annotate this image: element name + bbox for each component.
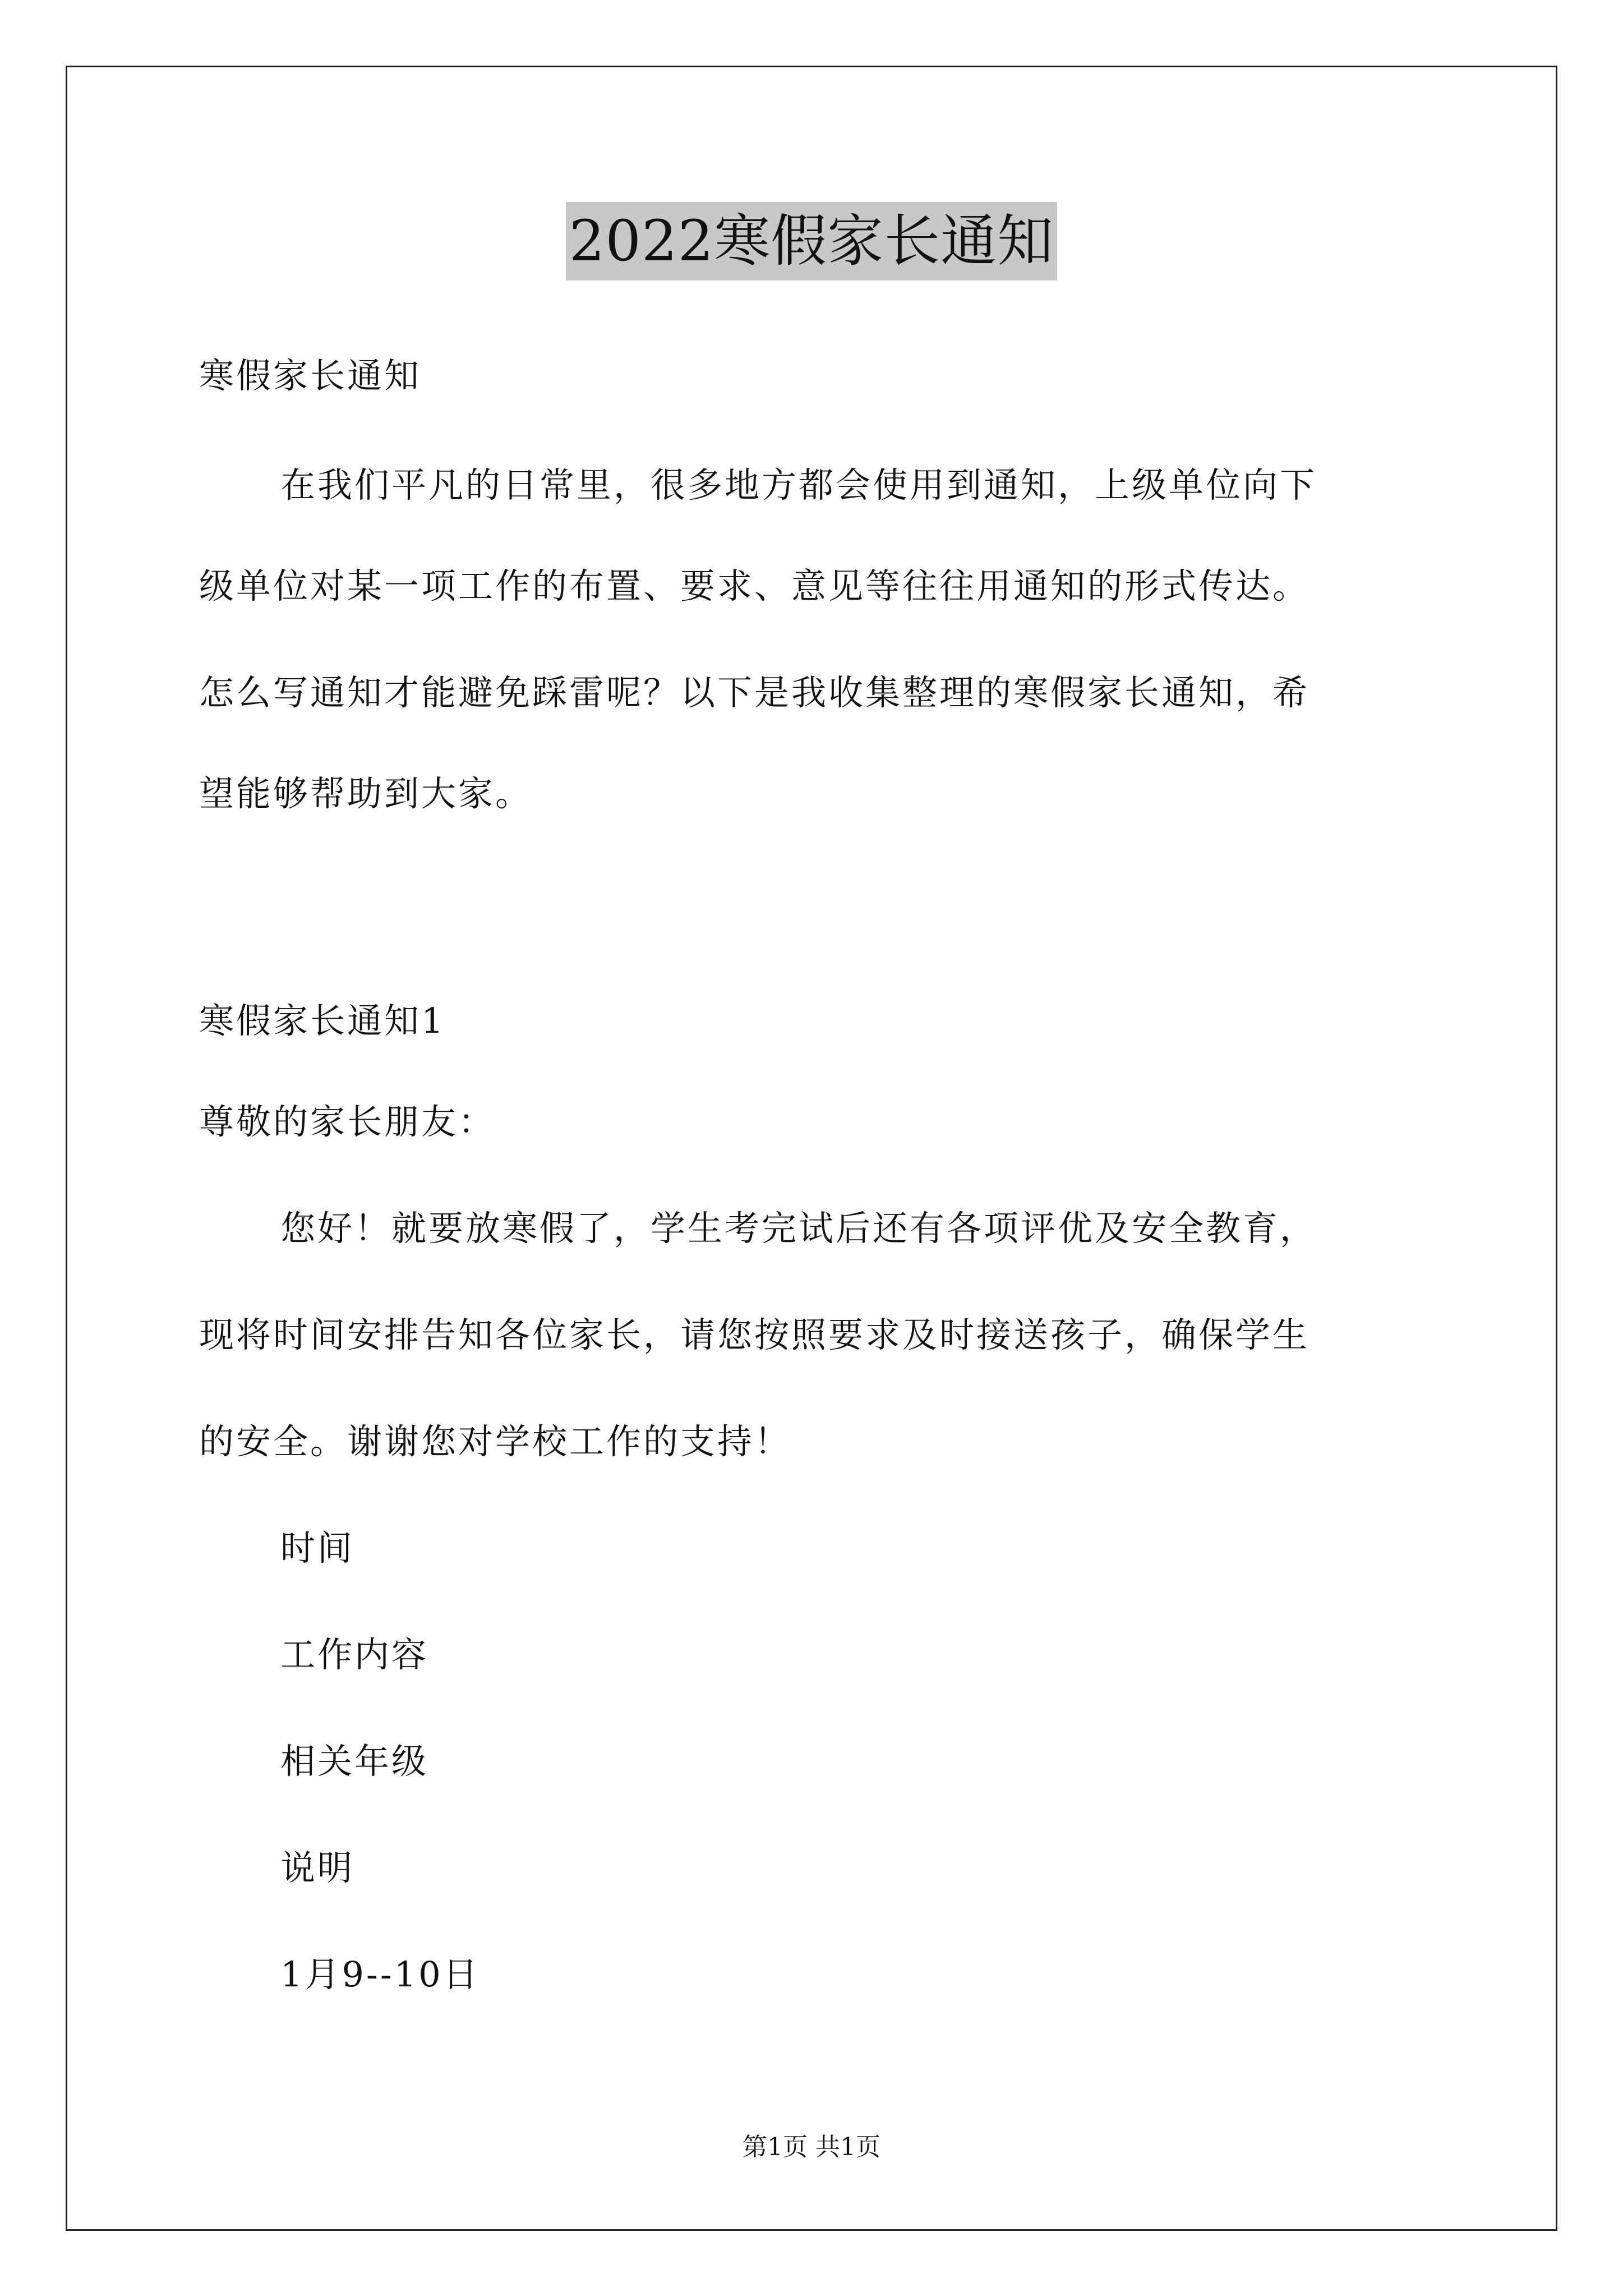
body-line: 现将时间安排告知各位家长，请您按照要求及时接送孩子，确保学生 bbox=[199, 1314, 1310, 1355]
intro-line: 在我们平凡的日常里，很多地方都会使用到通知，上级单位向下 bbox=[280, 464, 1317, 505]
title-container bbox=[0, 202, 1623, 280]
document-title: 2022寒假家长通知 bbox=[566, 202, 1058, 280]
intro-line: 怎么写通知才能避免踩雷呢？以下是我收集整理的寒假家长通知，希 bbox=[199, 672, 1310, 713]
intro-line: 望能够帮助到大家。 bbox=[199, 773, 533, 814]
table-item-date: 1月9--10日 bbox=[280, 1954, 480, 1995]
page-footer: 第1页 共1页 bbox=[743, 2133, 880, 2161]
intro-line: 级单位对某一项工作的布置、要求、意见等往往用通知的形式传达。 bbox=[199, 565, 1310, 606]
table-item-note: 说明 bbox=[280, 1847, 355, 1888]
body-line: 的安全。谢谢您对学校工作的支持！ bbox=[199, 1421, 792, 1462]
table-item-content: 工作内容 bbox=[280, 1634, 429, 1675]
section-heading: 寒假家长通知1 bbox=[199, 1000, 446, 1041]
subtitle: 寒假家长通知 bbox=[199, 355, 422, 396]
body-line: 您好！就要放寒假了，学生考完试后还有各项评优及安全教育， bbox=[280, 1208, 1317, 1249]
salutation: 尊敬的家长朋友： bbox=[199, 1101, 496, 1142]
table-item-grade: 相关年级 bbox=[280, 1741, 429, 1782]
table-item-time: 时间 bbox=[280, 1527, 355, 1568]
